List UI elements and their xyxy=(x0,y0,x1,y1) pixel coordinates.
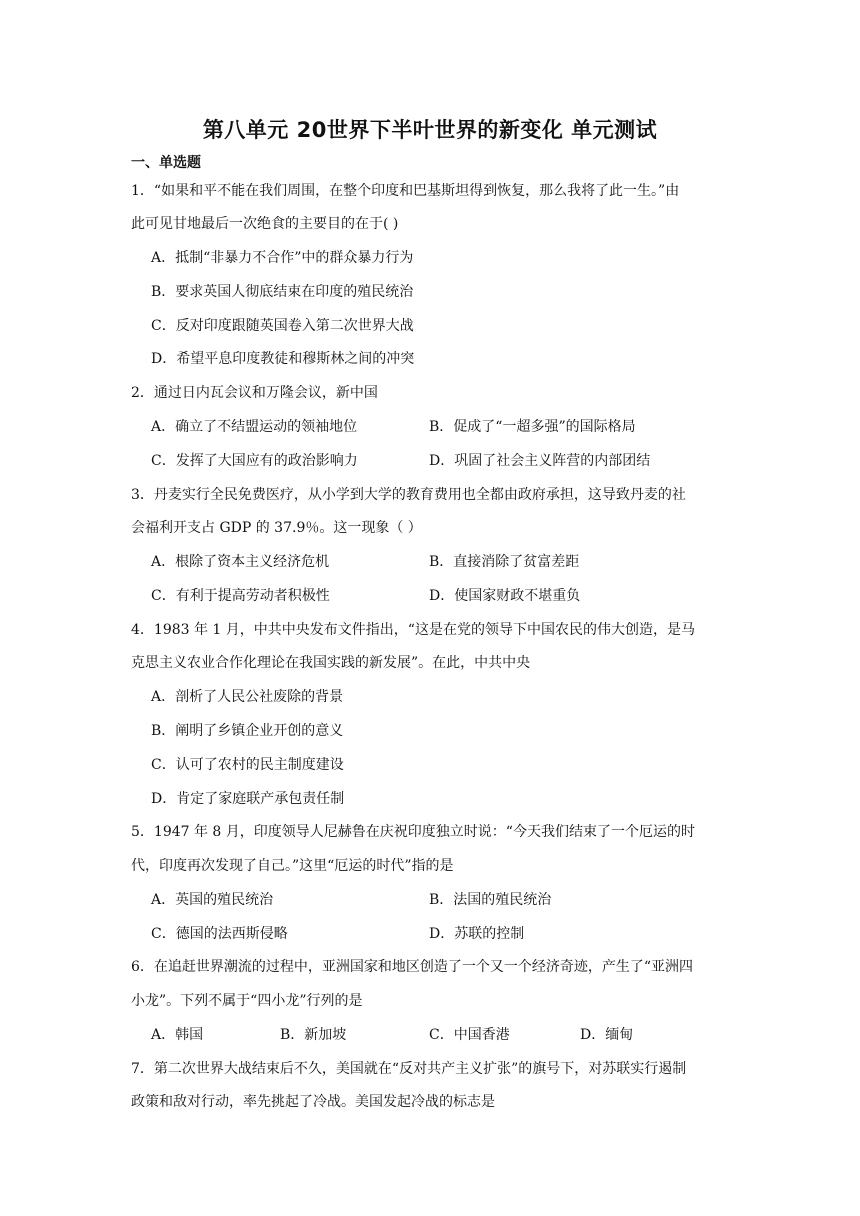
question-5-option-b: B．法国的殖民统治 xyxy=(429,892,552,908)
question-6-option-d: D．缅甸 xyxy=(580,1027,634,1043)
question-2-option-a: A．确立了不结盟运动的领袖地位 xyxy=(151,419,358,435)
question-4-option-b: B．阐明了乡镇企业开创的意义 xyxy=(151,723,344,739)
question-5-option-d: D．苏联的控制 xyxy=(429,926,525,942)
question-6-option-c: C．中国香港 xyxy=(429,1027,510,1043)
question-5-stem-line-1: 5．1947 年 8 月，印度领导人尼赫鲁在庆祝印度独立时说：“今天我们结束了一个厄运的时 xyxy=(131,824,695,840)
page-title: 第八单元 20世界下半叶世界的新变化 单元测试 xyxy=(202,118,658,142)
question-4-option-c: C．认可了农村的民主制度建设 xyxy=(151,757,344,773)
question-4-option-a: A．剖析了人民公社废除的背景 xyxy=(151,689,344,705)
question-4-stem-line-1: 4．1983 年 1 月，中共中央发布文件指出，“这是在党的领导下中国农民的伟大创造，是马 xyxy=(131,622,695,638)
question-3-option-a: A．根除了资本主义经济危机 xyxy=(151,554,330,570)
question-6-stem-line-1: 6．在追赶世界潮流的过程中，亚洲国家和地区创造了一个又一个经济奇迹，产生了“亚洲四 xyxy=(131,959,694,975)
question-3-stem-line-2: 会福利开支占 GDP 的 37.9％。这一现象（ ） xyxy=(131,520,422,536)
question-4-option-d: D．肯定了家庭联产承包责任制 xyxy=(151,791,345,807)
question-2-option-b: B．促成了“一超多强”的国际格局 xyxy=(429,419,636,435)
question-7-stem-line-1: 7．第二次世界大战结束后不久，美国就在“反对共产主义扩张”的旗号下，对苏联实行遏制 xyxy=(131,1061,687,1077)
section-heading: 一、单选题 xyxy=(131,155,201,171)
question-2-option-d: D．巩固了社会主义阵营的内部团结 xyxy=(429,453,651,469)
question-7-stem-line-2: 政策和敌对行动，率先挑起了冷战。美国发起冷战的标志是 xyxy=(131,1094,495,1110)
question-5-option-c: C．德国的法西斯侵略 xyxy=(151,926,288,942)
question-1-option-a: A．抵制“非暴力不合作”中的群众暴力行为 xyxy=(151,250,414,266)
question-1-stem-line-2: 此可见甘地最后一次绝食的主要目的在于( ) xyxy=(131,216,399,232)
question-3-option-c: C．有利于提高劳动者积极性 xyxy=(151,588,330,604)
question-5-option-a: A．英国的殖民统治 xyxy=(151,892,274,908)
question-2-option-c: C．发挥了大国应有的政治影响力 xyxy=(151,453,358,469)
question-3-option-b: B．直接消除了贫富差距 xyxy=(429,554,580,570)
question-3-stem-line-1: 3．丹麦实行全民免费医疗，从小学到大学的教育费用也全都由政府承担，这导致丹麦的社 xyxy=(131,487,686,503)
question-4-stem-line-2: 克思主义农业合作化理论在我国实践的新发展”。在此，中共中央 xyxy=(131,655,531,671)
question-1-option-c: C．反对印度跟随英国卷入第二次世界大战 xyxy=(151,318,414,334)
question-6-option-b: B．新加坡 xyxy=(280,1027,347,1043)
question-2-stem-line-1: 2．通过日内瓦会议和万隆会议，新中国 xyxy=(131,385,378,401)
question-6-option-a: A．韩国 xyxy=(151,1027,204,1043)
question-1-stem-line-1: 1．“如果和平不能在我们周围，在整个印度和巴基斯坦得到恢复，那么我将了此一生。”由 xyxy=(131,183,680,199)
question-1-option-d: D．希望平息印度教徒和穆斯林之间的冲突 xyxy=(151,351,415,367)
question-6-stem-line-2: 小龙”。下列不属于“四小龙”行列的是 xyxy=(131,993,363,1009)
question-1-option-b: B．要求英国人彻底结束在印度的殖民统治 xyxy=(151,284,414,300)
question-3-option-d: D．使国家财政不堪重负 xyxy=(429,588,581,604)
question-5-stem-line-2: 代，印度再次发现了自己。”这里“厄运的时代”指的是 xyxy=(131,858,454,874)
